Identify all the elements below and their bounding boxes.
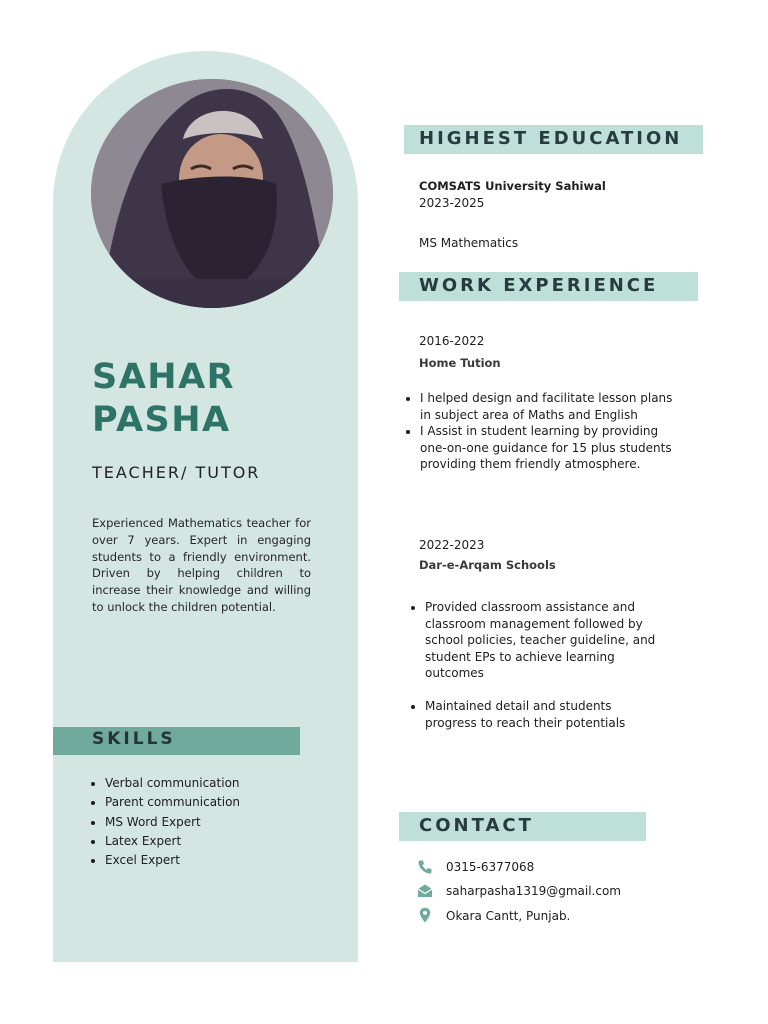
list-item: • Maintained detail and students progress to reach their potentials [425,698,661,731]
profile-photo [91,79,333,308]
job-1-years: 2016-2022 [419,334,485,348]
profile-photo-illustration [91,79,333,308]
contact-email[interactable]: saharpasha1319@gmail.com [446,884,621,898]
name-first: SAHAR [92,357,236,397]
email-icon [417,883,433,899]
list-item: • MS Word Expert [105,813,240,832]
list-item: • Parent communication [105,793,240,812]
location-pin-icon [417,907,433,923]
work-header-bar [399,272,698,301]
education-title: HIGHEST EDUCATION [419,128,683,149]
contact-title: CONTACT [419,815,534,836]
person-name [92,356,235,442]
list-item: • Latex Expert [105,832,240,851]
job-2-duties [410,599,661,731]
list-item: • Provided classroom assistance and classroom management followed by school policies, teacher guideline, and student EPs to achieve learning outcomes [425,599,661,682]
contact-header-bar [399,812,646,841]
job-1-duties [405,390,680,473]
phone-icon [417,859,433,875]
job-2-place: Dar-e-Arqam Schools [419,558,556,572]
profile-summary: Experienced Mathematics teacher for over 7 years. Expert in engaging students to a friendly environment. Driven by helping children to increase their knowledge and willing to unlock the children potential. [92,516,311,614]
skills-header-bar [53,727,300,755]
education-header-bar [404,125,703,154]
skills-list [92,774,240,870]
job-role: TEACHER/ TUTOR [92,463,261,482]
contact-location: Okara Cantt, Punjab. [446,909,571,923]
list-item: • I Assist in student learning by providing one-on-one guidance for 15 plus students providing them friendly atmosphere. [420,423,680,473]
education-degree: MS Mathematics [419,236,519,250]
list-item: • I helped design and facilitate lesson plans in subject area of Maths and English [420,390,680,423]
education-institution: COMSATS University Sahiwal [419,179,606,193]
list-item: • Excel Expert [105,851,240,870]
education-years: 2023-2025 [419,196,485,210]
job-2-years: 2022-2023 [419,538,485,552]
skills-title: SKILLS [92,729,176,749]
work-title: WORK EXPERIENCE [419,275,659,296]
list-item: • Verbal communication [105,774,240,793]
contact-phone[interactable]: 0315-6377068 [446,860,535,874]
name-last: PASHA [92,400,231,440]
job-1-place: Home Tution [419,356,501,370]
